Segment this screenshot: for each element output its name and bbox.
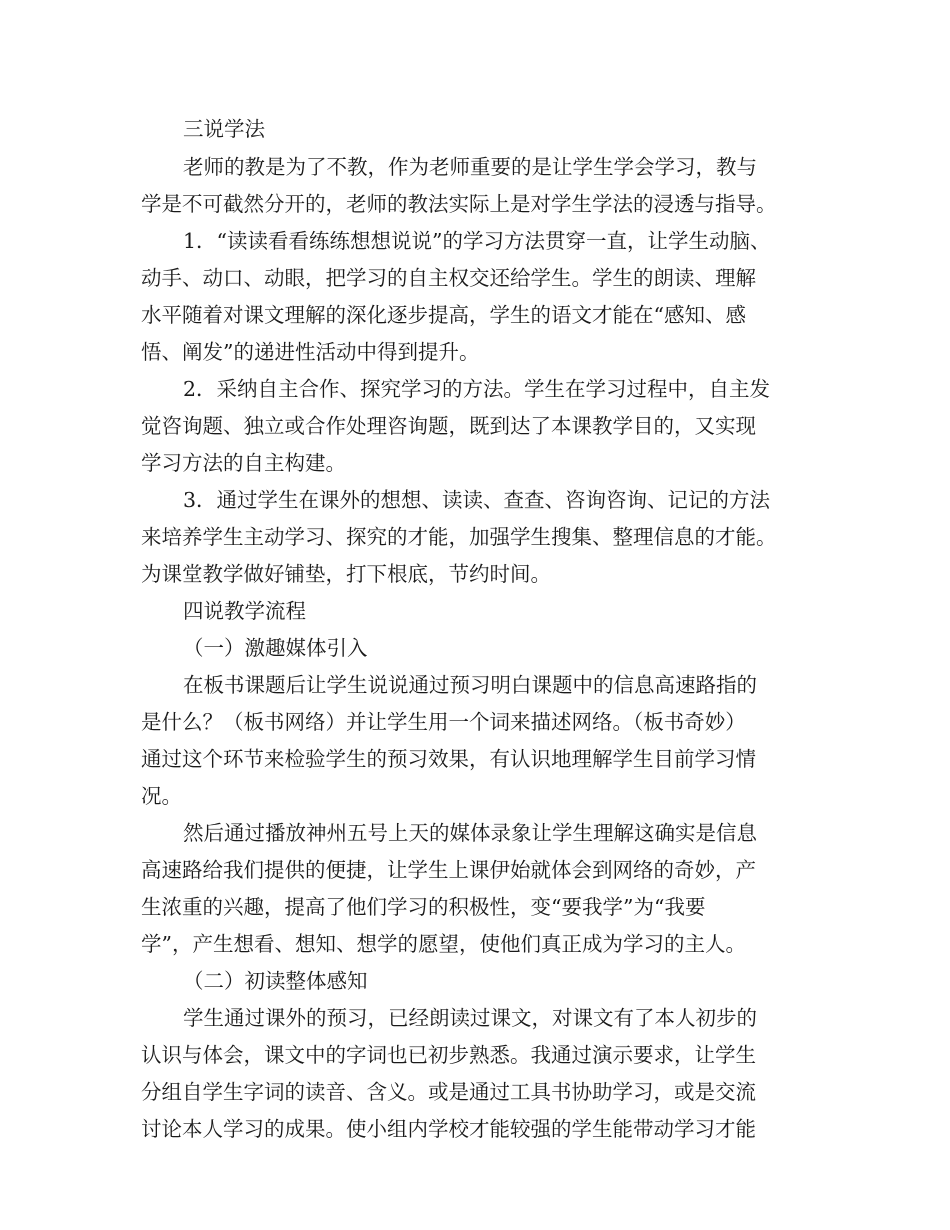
paragraph-line: 来培养学生主动学习、探究的才能，加强学生搜集、整理信息的才能。: [141, 525, 777, 549]
subsection-heading: （一）激趣媒体引入: [183, 636, 368, 660]
paragraph-line: 1．“读读看看练练想想说说”的学习方法贯穿一直，让学生动脑、: [183, 229, 771, 253]
paragraph-line: 学是不可截然分开的，老师的教法实际上是对学生学法的浸透与指导。: [141, 192, 777, 216]
paragraph-line: 生浓重的兴趣，提高了他们学习的积极性，变“要我学”为“我要: [141, 895, 706, 919]
paragraph-line: 动手、动口、动眼，把学习的自主权交还给学生。学生的朗读、理解: [141, 266, 756, 290]
paragraph-line: 学”，产生想看、想知、想学的愿望，使他们真正成为学习的主人。: [141, 932, 746, 956]
paragraph-line: 学习方法的自主构建。: [141, 451, 346, 475]
section-heading-learning-method: 三说学法: [183, 117, 265, 141]
paragraph-line: 2．采纳自主合作、探究学习的方法。学生在学习过程中，自主发: [183, 377, 771, 401]
paragraph-line: 况。: [141, 784, 182, 808]
paragraph-line: 高速路给我们提供的便捷，让学生上课伊始就体会到网络的奇妙，产: [141, 858, 756, 882]
paragraph-line: 悟、阐发”的递进性活动中得到提升。: [141, 340, 480, 364]
paragraph-line: 讨论本人学习的成果。使小组内学校才能较强的学生能带动学习才能: [141, 1117, 756, 1141]
paragraph-line: 水平随着对课文理解的深化逐步提高，学生的语文才能在“感知、感: [141, 303, 746, 327]
subsection-heading: （二）初读整体感知: [183, 969, 368, 993]
paragraph-line: 3．通过学生在课外的想想、读读、查查、咨询咨询、记记的方法: [183, 488, 771, 512]
paragraph-line: 老师的教是为了不教，作为老师重要的是让学生学会学习，教与: [183, 155, 757, 179]
paragraph-line: 认识与体会，课文中的字词也已初步熟悉。我通过演示要求，让学生: [141, 1043, 756, 1067]
paragraph-line: 学生通过课外的预习，已经朗读过课文，对课文有了本人初步的: [183, 1006, 757, 1030]
section-heading-teaching-process: 四说教学流程: [183, 599, 306, 623]
paragraph-line: 为课堂教学做好铺垫，打下根底，节约时间。: [141, 562, 551, 586]
paragraph-line: 通过这个环节来检验学生的预习效果，有认识地理解学生目前学习情: [141, 747, 756, 771]
paragraph-line: 觉咨询题、独立或合作处理咨询题，既到达了本课教学目的，又实现: [141, 414, 756, 438]
paragraph-line: 是什么？（板书网络）并让学生用一个词来描述网络。（板书奇妙）: [141, 710, 746, 734]
paragraph-line: 在板书课题后让学生说说通过预习明白课题中的信息高速路指的: [183, 673, 757, 697]
paragraph-line: 然后通过播放神州五号上天的媒体录象让学生理解这确实是信息: [183, 821, 757, 845]
paragraph-line: 分组自学生字词的读音、含义。或是通过工具书协助学习，或是交流: [141, 1080, 756, 1104]
